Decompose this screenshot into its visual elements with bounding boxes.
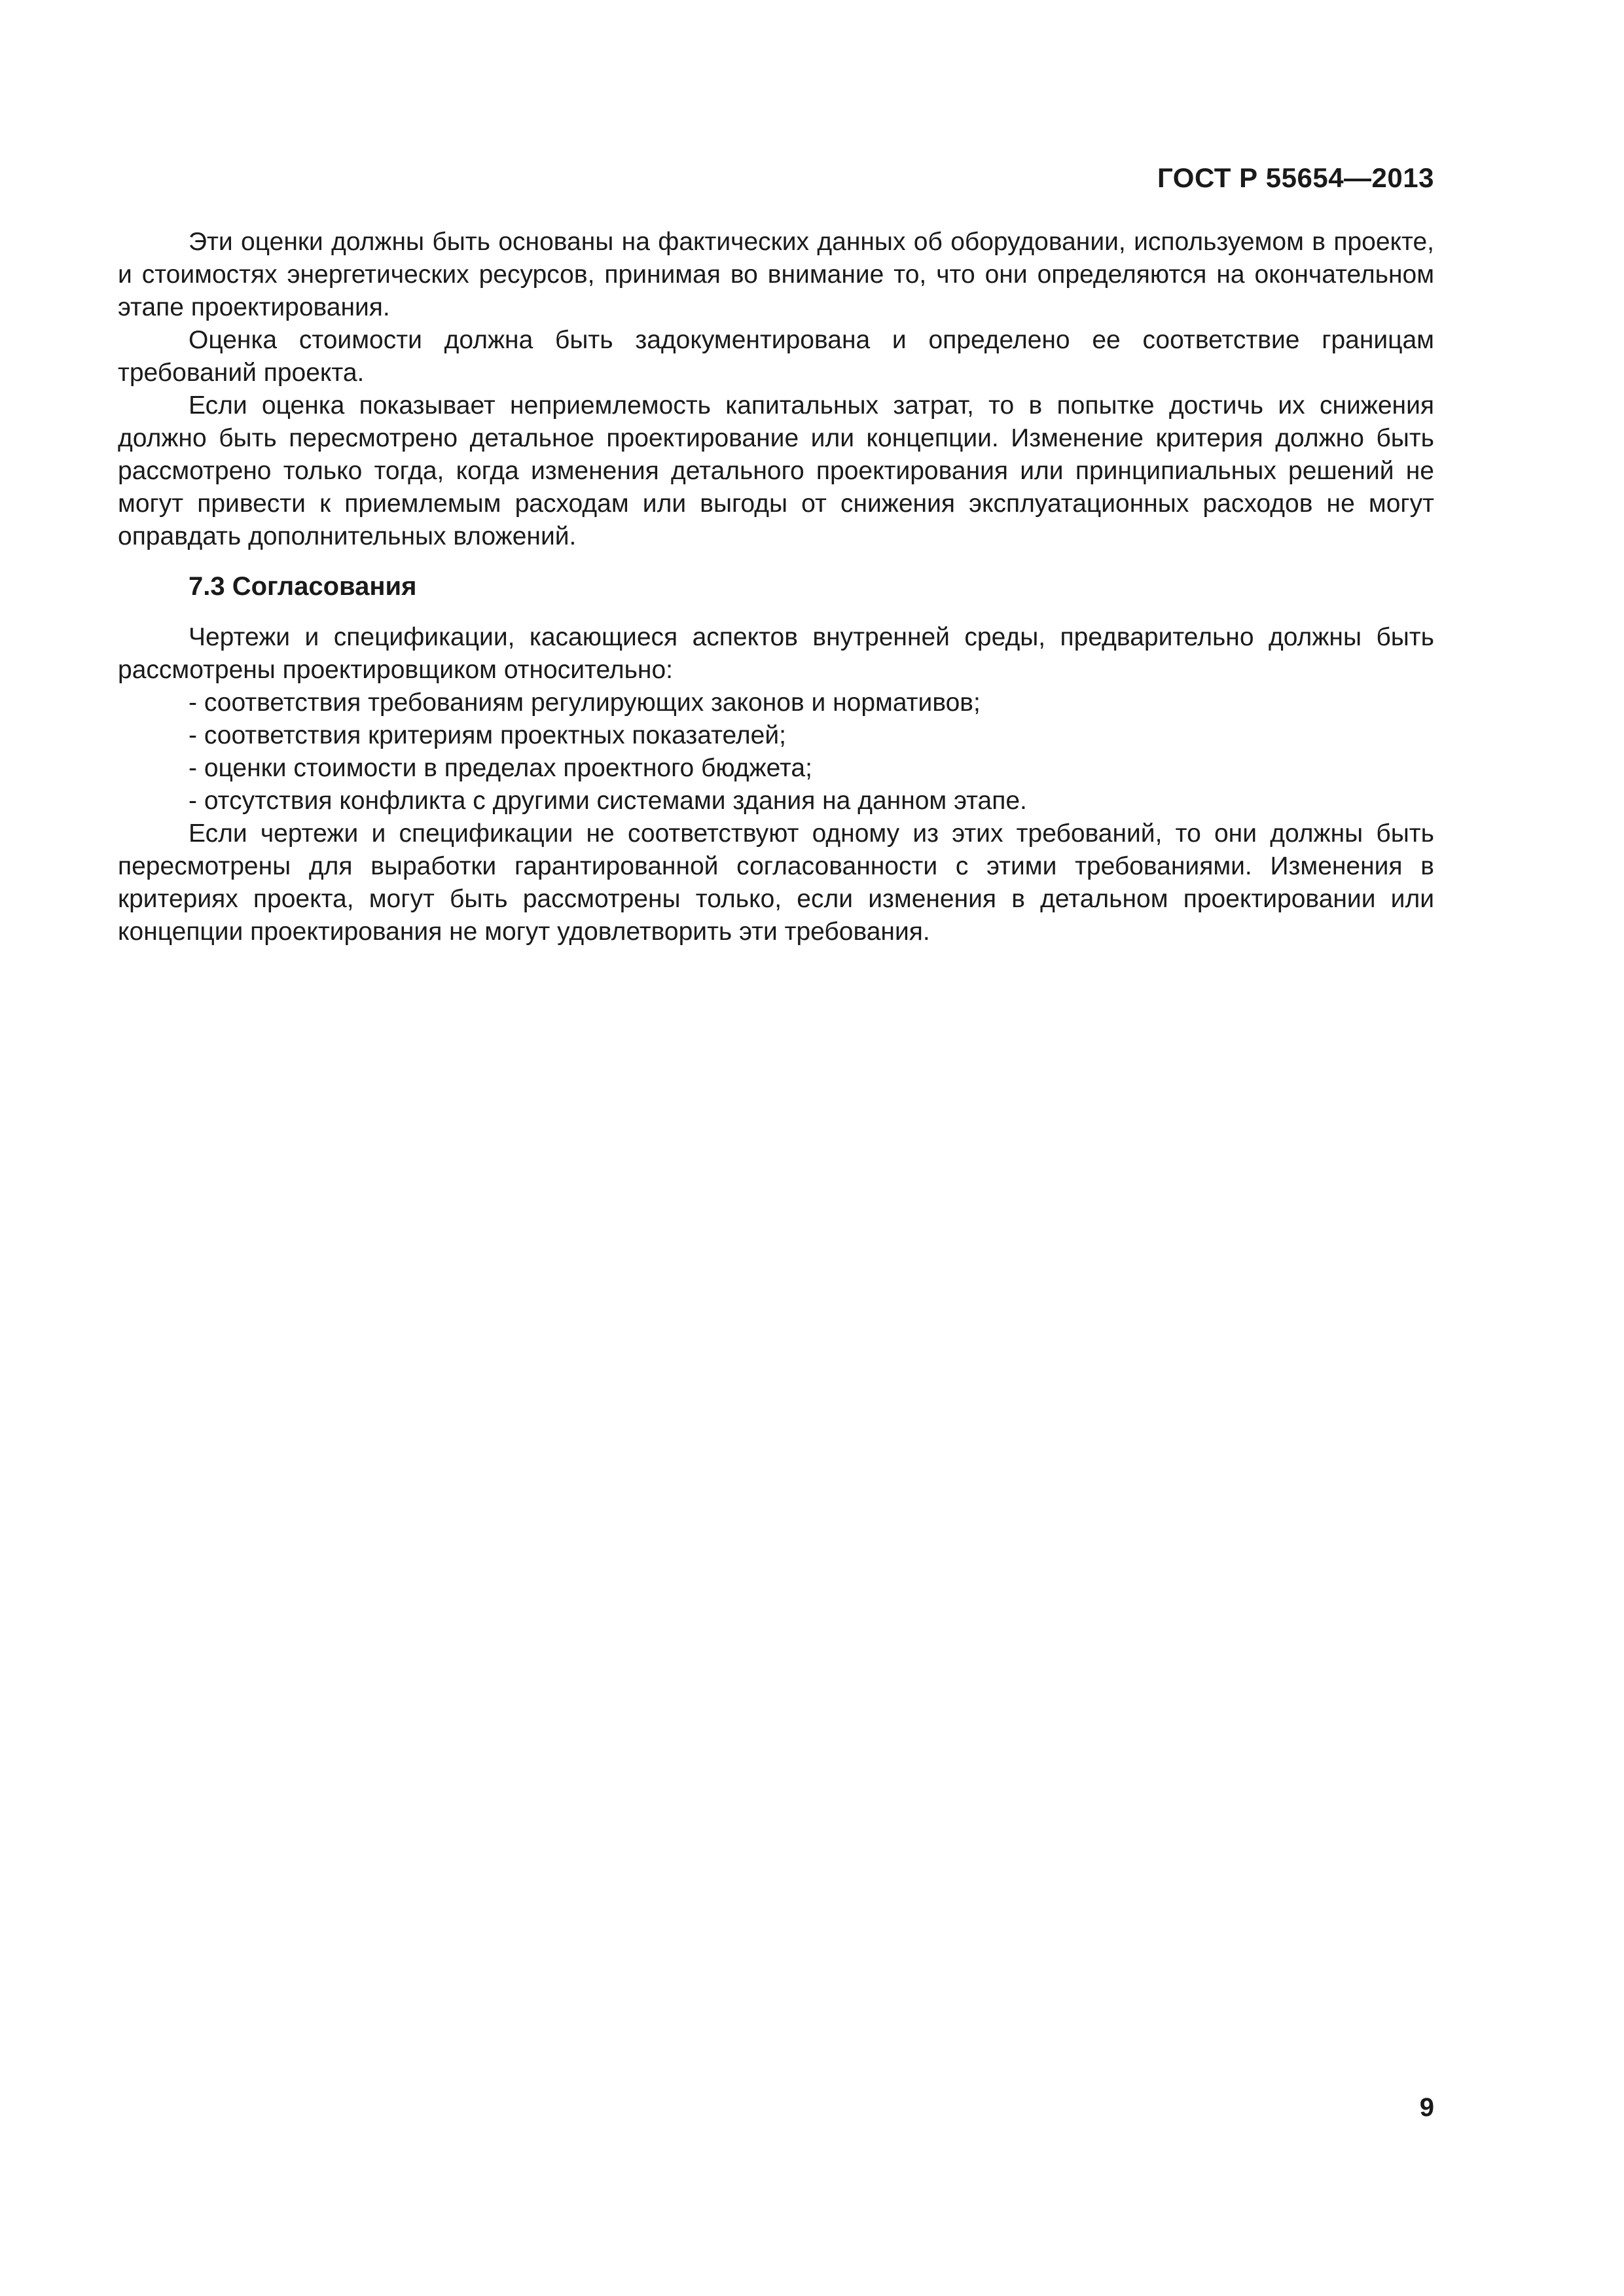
document-code-header: ГОСТ Р 55654—2013 [1157,162,1434,193]
list-item: - соответствия требованиям регулирующих законов и нормативов; [189,689,981,717]
paragraph-capital-costs: Если оценка показывает неприемлемость капитальных затрат, то в попытке достичь их снижения должно быть пересмотрено детальное проектирование или концепции. Изменение критерия должно быть рассмотрено только тогда, когда изменения детального проектирования или принципиальных решений не могут привести к приемлемым расходам или выгоды от снижения эксплуатационных расходов не могут оправдать дополнительных вложений. [118,391,1434,550]
section-closing: Если чертежи и спецификации не соответствуют одному из этих требований, то они должны быть пересмотрены для выработки гарантированной согласованности с этими требованиями. Изменения в критериях проекта, могут быть рассмотрены только, если изменения в детальном проектировании или концепции проектирования не могут удовлетворить эти требования. [118,819,1434,946]
list-item: - соответствия критериям проектных показателей; [189,721,786,749]
section-intro: Чертежи и спецификации, касающиеся аспектов внутренней среды, предварительно должны быть рассмотрены проектировщиком относительно: [118,623,1434,684]
section-heading-7-3: 7.3 Согласования [189,572,417,601]
document-body [118,226,1434,948]
list-item: - оценки стоимости в пределах проектного бюджета; [189,754,812,782]
requirements-list [118,687,1434,817]
paragraph-cost-documentation: Оценка стоимости должна быть задокументирована и определено ее соответствие границам требований проекта. [118,326,1434,387]
page-number: 9 [1419,2093,1434,2122]
paragraph-estimates-basis: Эти оценки должны быть основаны на фактических данных об оборудовании, используемом в проекте, и стоимостях энергетических ресурсов, принимая во внимание то, что они определяются на окончательном этапе проектирования. [118,228,1434,321]
list-item: - отсутствия конфликта с другими системами здания на данном этапе. [189,787,1027,815]
